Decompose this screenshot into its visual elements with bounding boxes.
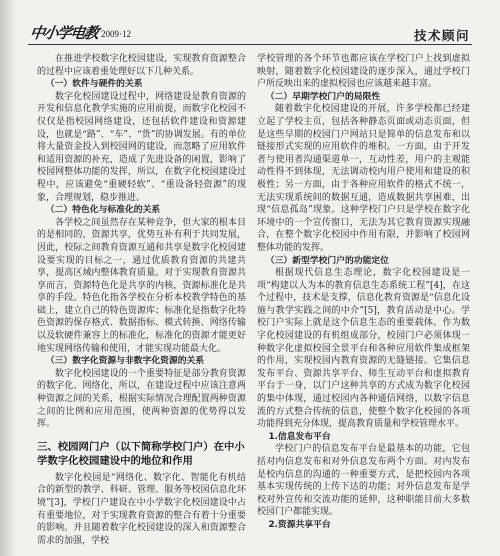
- body-paragraph: 在推进学校数字化校园建设，实现教育资源整合的过程中应该着重处理好以下几种关系。: [37, 54, 246, 77]
- body-paragraph: 各学校之间虽然存在某种竞争，但大家的根本目的是相同的，资源共享，优势互补有利于共同发展，因此，校际之间教育资源互通和共享是数字化校园建设要实现的目标之一，通过优质教育资源的共建共享，提高区域内整体教育质量。对于实现教育资源共享而言，资源特色化是共享的内核，资源标准化是共享的手段。特色化指各学校在分析本校教学特色的基础上，建立自己的特色资源库；标准化是指数字化特色资源的保存格式、数据指标、模式转换、网络传输以及软硬件兼容上的标准化，标准化的资源才能更好地实现网络传输和使用，才能实现功能最大化。: [37, 217, 246, 354]
- subsection-heading: （二）早期学校门户的局限性: [265, 91, 381, 102]
- section-heading: 三、校园网门户（以下简称学校门户）在中小学数字化校园建设中的地位和作用: [37, 440, 245, 467]
- body-paragraph: 数字化校园是“网络化、数字化、智能化有机结合的新型的教学、科研、管理、服务等校园信息化环境”[3]，学校门户建设在中小学数字化校园建设中占有重要地位，对于实现教育资源的整合有着十分重要的影响。并且随着数字化校园建设的深入和资源整合需求的加强，学校: [37, 472, 246, 546]
- left-column: [37, 53, 246, 553]
- subsection-heading: （三）新型学校门户的功能定位: [265, 255, 389, 266]
- body-paragraph: 数字化校园建设的一个重要特征是部分教育资源的数字化、网络化，所以，在建设过程中应该注意两种资源之间的关系，根据实际情况合理配置两种资源之间的比例和应用范围，使两种资源的优势得以发挥。: [37, 368, 246, 430]
- numbered-heading: 2.资源共享平台: [268, 519, 331, 530]
- body-paragraph-continued: 学校管理的各个环节也都应该在学校门户上找到虚拟映射，随着数字化校园建设的逐步深入，通过学校门户所反映出来的虚拟校园也应该越来越丰富。: [257, 54, 470, 90]
- journal-logo: 中小学电教: [28, 24, 99, 42]
- body-paragraph: 学校门户的信息发布平台是最基本的功能，它包括对内信息发布和对外信息发布两个方面。对内发布是校内信息的沟通的一种重要方式，是把校园内各项基本实现传统的上传下达的功能；对外信息发布是学校对外宣传和交流功能的延伸，这种职能目前大多数校园门户都能实现。: [257, 444, 470, 518]
- body-paragraph: 数字化校园建设过程中，网络建设是教育资源的开发和信息化教学实施的应用前提，而数字化校园不仅仅是指校园网络建设，还包括软件建设和资源建设，也就是“路”、“车”、“货”的协调发展。有的单位将大量资金投入到校园网的建设，而忽略了应用软件和适用资源的补充，造成了先进设备的闲置，影响了校园网整体功能的发挥，所以，在数字化校园建设过程中，应该避免“重硬轻软”、“重设备轻资源”的现象，合理规划，稳步推进。: [37, 91, 246, 203]
- section-title: 技术顾问: [413, 28, 470, 43]
- subsection-heading: （二）特色化与标准化的关系: [45, 205, 161, 216]
- subsection-heading: （三）数字化资源与非数字化资源的关系: [45, 356, 205, 367]
- body-paragraph: 随着数字化校园建设的开展，许多学校都已经建立起了学校主页，包括各种静态页面或动态页面，但是这些早期的校园门户网站只是简单的信息发布和以链接形式实现的应用软件的堆积。一方面，由于开发者与使用者沟通渠道单一，互动性差，用户的主观能动性得不到体现，无法调动校内用户使用和建设的积极性；另一方面，由于各种应用软件的格式不统一，无法实现系统间的数据互通，造成数据共享困难，出现“信息孤岛”现象。这种学校门户只是学校在数字化环境中的一个宣传窗口，无法为其它教育资源实现融合，在整个数字化校园中作用有限，并影响了校园网整体功能的发挥。: [257, 104, 470, 253]
- right-column: [257, 53, 470, 553]
- header-rule: [28, 44, 472, 45]
- page-spine-shadow: [0, 0, 16, 556]
- body-paragraph: 根据现代信息生态理论，数字化校园建设是一项“构建以人为本的教育信息生态系统工程”[4]，在这个过程中，技术是支撑，信息化教育资源是“信息化设施与教学实践之间的中介”[5]，教育活动是中心。学校门户实际上就是这个信息生态的重要载体。作为数字化校园建设的有机组成部分，校园门户必须体现一种数字化虚拟校园全景平台和各种应用软件集成框架的作用，实现校园内教育资源的无缝链接。它集信息发布平台、资源共享平台、师生互动平台和虚拟教育平台于一身，以门户这种共享的方式成为数字化校园的集中体现，通过校园内各种通信网络，以数字信息流的方式整合传统的信息，使整个数字化校园的各项功能得到充分体现，提高教育质量和学校管理水平。: [257, 268, 470, 430]
- subsection-heading: （一）软件与硬件的关系: [45, 79, 143, 90]
- numbered-heading: 1.信息发布平台: [268, 431, 331, 442]
- issue-number: 2009·12: [101, 29, 131, 39]
